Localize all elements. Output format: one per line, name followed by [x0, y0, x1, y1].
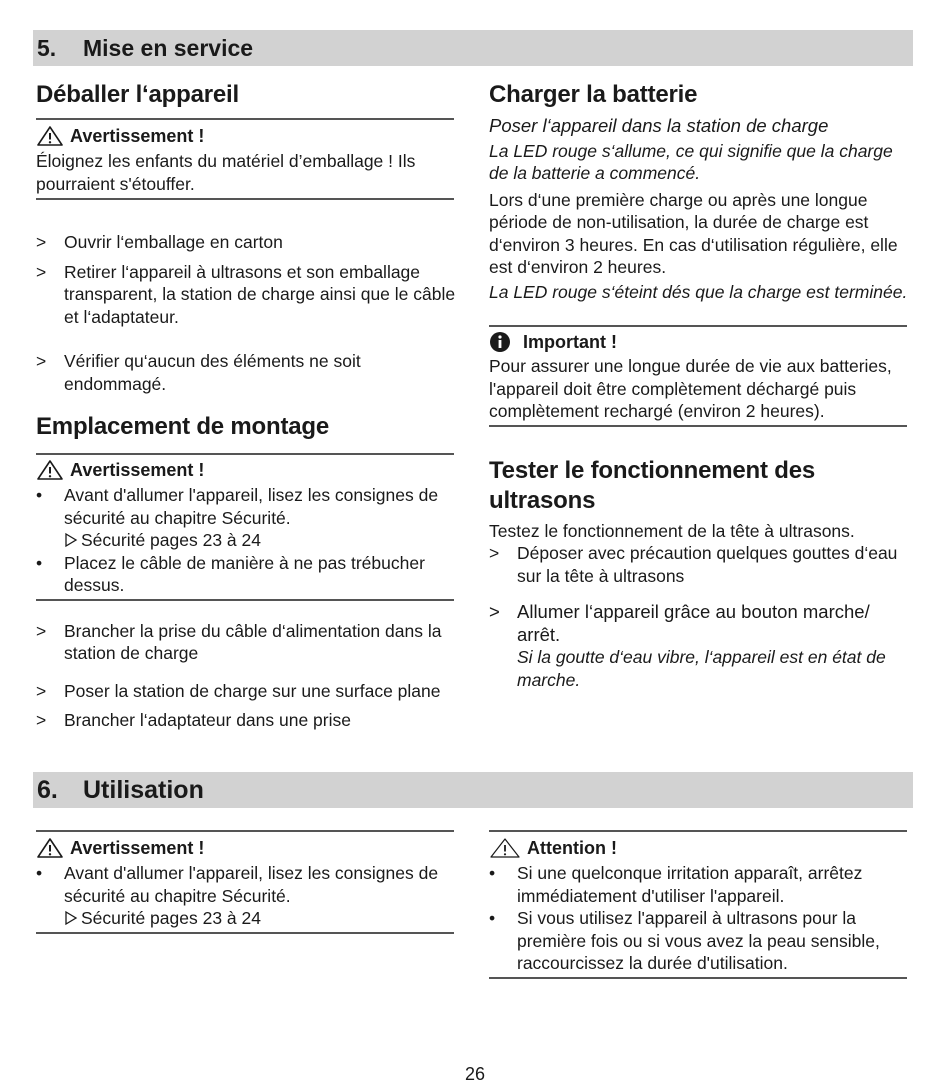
list-item — [489, 542, 913, 587]
charge-subheading: Poser l‘appareil dans la station de charge — [489, 115, 829, 136]
list-item — [36, 350, 456, 395]
section-5-header — [33, 30, 913, 66]
step-text: Poser la station de charge sur une surface plane — [64, 680, 441, 701]
warning-triangle-icon — [36, 837, 64, 859]
step-marker: > — [489, 601, 500, 622]
warning-title-text: Avertissement ! — [70, 460, 205, 480]
warning-title — [36, 459, 454, 481]
unpack-heading: Déballer l‘appareil — [36, 81, 239, 108]
warning-triangle-icon — [36, 125, 64, 147]
step-text: Brancher la prise du câble d‘alimentation dans la station de charge — [64, 620, 442, 663]
reference-text: Sécurité pages 23 à 24 — [81, 530, 261, 550]
mounting-heading: Emplacement de montage — [36, 413, 330, 440]
step-text: Retirer l‘appareil à ultrasons et son emballage transparent, la station de charge ainsi que le câble et l‘adaptateur. — [64, 261, 456, 327]
list-item — [36, 862, 454, 930]
step-text: Allumer l‘appareil grâce au bouton marche/ arrêt. — [517, 601, 870, 645]
step-marker: > — [36, 620, 47, 641]
warning-text: Éloignez les enfants du matériel d’emballage ! Ils pourraient s'étouffer. — [36, 151, 416, 194]
warning-title — [36, 837, 454, 859]
step-text: Brancher l‘adaptateur dans une prise — [64, 710, 351, 730]
important-box — [489, 325, 907, 427]
play-triangle-icon — [64, 532, 78, 548]
info-icon — [489, 331, 517, 353]
list-item — [36, 620, 456, 665]
list-item — [36, 484, 454, 552]
bullet-text: Si vous utilisez l'appareil à ultrasons pour la première fois ou si vous avez la peau sensible, raccourcissez la durée d'utilisation. — [517, 908, 880, 973]
unpack-steps — [36, 231, 456, 395]
list-item — [36, 680, 504, 703]
step-text: Vérifier qu‘aucun des éléments ne soit endommagé. — [64, 351, 361, 394]
charge-duration-text: Lors d‘une première charge ou après une longue période de non-utilisation, la durée de charge est d‘environ 3 heures. En cas d‘utilisation régulière, elle est d‘environ 2 heures. — [489, 189, 898, 277]
caution-triangle-icon — [489, 837, 521, 859]
page-number: 26 — [464, 1064, 486, 1084]
warning-title-text: Avertissement ! — [70, 838, 205, 858]
reference — [64, 529, 454, 552]
list-item — [489, 601, 913, 691]
bullet-marker: • — [36, 552, 43, 573]
charge-column — [489, 80, 913, 691]
attention-title — [489, 837, 907, 859]
step-marker: > — [36, 351, 47, 371]
attention-title-text: Attention ! — [527, 838, 617, 858]
warning-title — [36, 125, 454, 147]
section-6-header — [33, 772, 913, 808]
important-title-text: Important ! — [523, 332, 617, 352]
step-marker: > — [36, 261, 47, 282]
step-marker: > — [489, 543, 500, 563]
step-marker: > — [36, 680, 47, 701]
mounting-column — [36, 412, 456, 732]
important-title — [489, 331, 907, 353]
mounting-steps — [36, 620, 456, 732]
play-triangle-icon — [64, 910, 78, 926]
list-item — [36, 261, 456, 329]
reference-text: Sécurité pages 23 à 24 — [81, 908, 261, 928]
section-number: 6. — [37, 776, 58, 804]
reference — [64, 907, 454, 930]
step-result: Si la goutte d‘eau vibre, l‘appareil est en état de marche. — [517, 647, 886, 690]
usage-warning-box — [36, 830, 454, 934]
charge-heading: Charger la batterie — [489, 81, 698, 108]
bullet-text: Avant d'allumer l'appareil, lisez les consignes de sécurité au chapitre Sécurité. — [64, 485, 439, 528]
bullet-marker: • — [36, 485, 43, 505]
warning-triangle-icon — [36, 459, 64, 481]
list-item — [36, 231, 456, 254]
list-item — [36, 709, 456, 732]
bullet-text: Placez le câble de manière à ne pas trébucher dessus. — [64, 552, 425, 595]
section-title: Mise en service — [83, 35, 254, 61]
bullet-marker: • — [36, 863, 43, 883]
section-number: 5. — [37, 35, 57, 61]
list-item — [36, 552, 454, 597]
step-marker: > — [36, 710, 47, 730]
step-text: Déposer avec précaution quelques gouttes d‘eau sur la tête à ultrasons — [517, 543, 898, 586]
bullet-marker: • — [489, 908, 496, 928]
list-item — [489, 862, 907, 907]
step-text: Ouvrir l‘emballage en carton — [64, 232, 283, 252]
unpack-column — [36, 80, 456, 395]
led-off-text: La LED rouge s‘éteint dés que la charge est terminée. — [489, 281, 908, 302]
mounting-warning-box — [36, 453, 454, 601]
section-title: Utilisation — [83, 776, 204, 804]
test-intro: Testez le fonctionnement de la tête à ultrasons. — [489, 520, 855, 541]
list-item — [489, 907, 907, 975]
warning-title-text: Avertissement ! — [70, 126, 205, 146]
step-marker: > — [36, 232, 47, 252]
led-on-text: La LED rouge s‘allume, ce qui signifie que la charge de la batterie a commencé. — [489, 140, 893, 183]
bullet-text: Si une quelconque irritation apparaît, arrêtez immédiatement d'utiliser l'appareil. — [517, 863, 863, 906]
unpack-warning-box — [36, 118, 454, 200]
test-heading: Tester le fonctionnement des ultrasons — [489, 456, 816, 514]
bullet-marker: • — [489, 863, 496, 883]
bullet-text: Avant d'allumer l'appareil, lisez les consignes de sécurité au chapitre Sécurité. — [64, 863, 439, 906]
attention-box — [489, 830, 907, 979]
important-text: Pour assurer une longue durée de vie aux batteries, l'appareil doit être complètement déchargé puis complètement rechargé (environ 2 heures). — [489, 356, 892, 421]
